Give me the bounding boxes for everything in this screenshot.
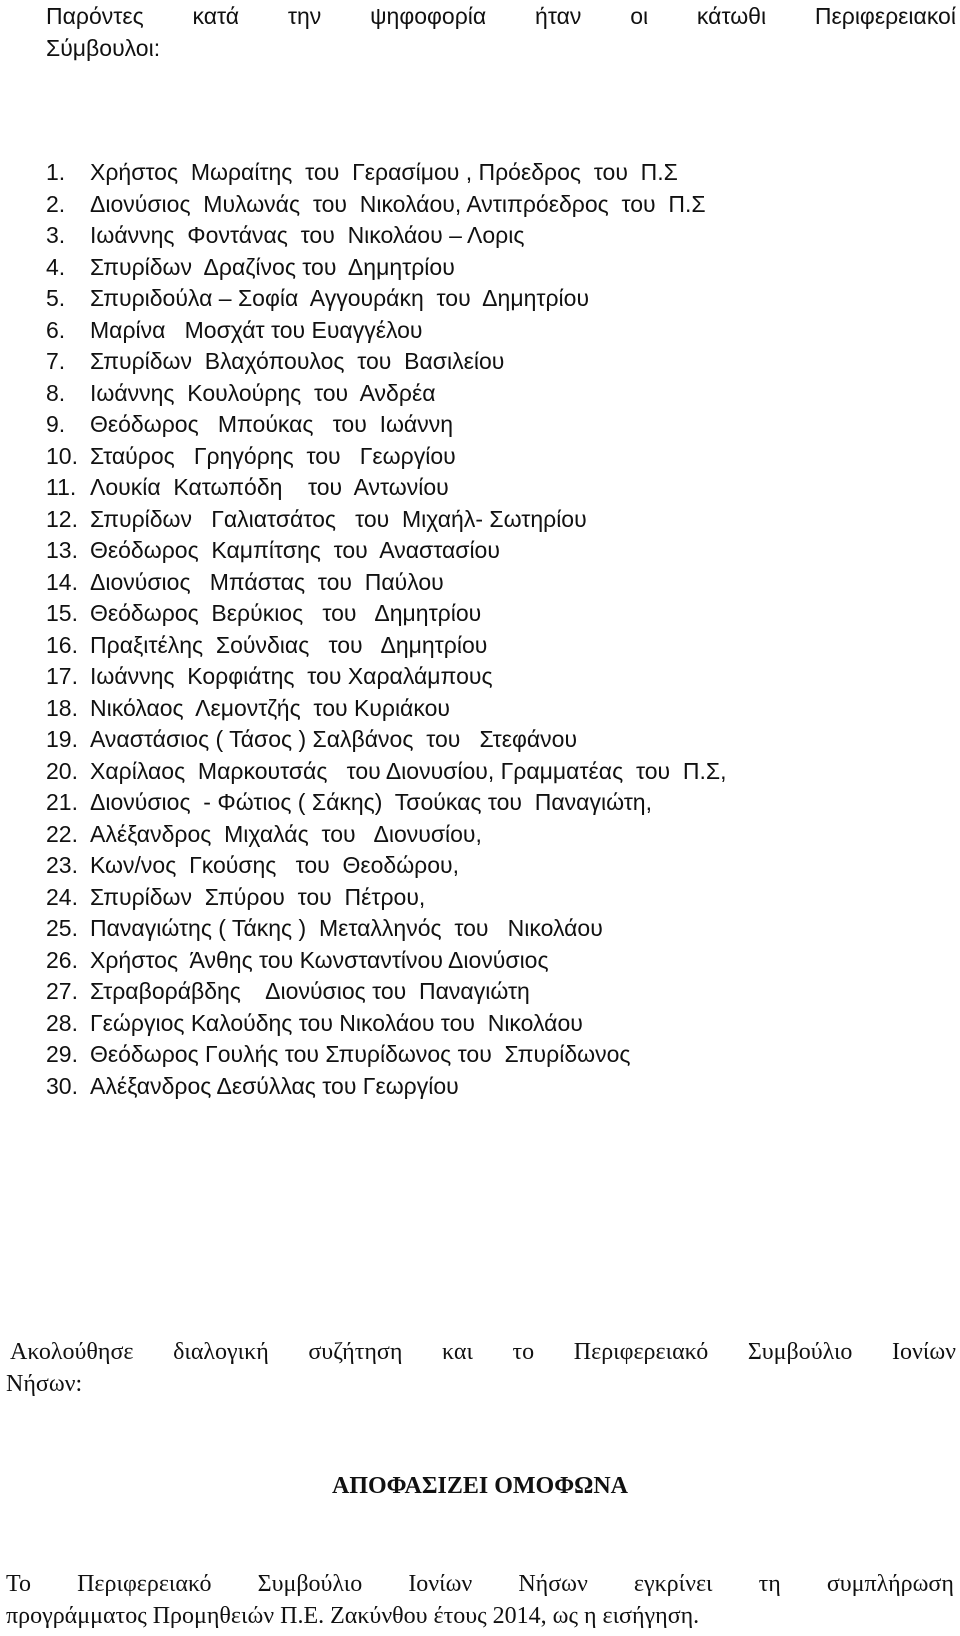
list-item-text: Στραβοράβδης Διονύσιος του Παναγιώτη <box>90 978 530 1004</box>
list-item-number: 3. <box>46 222 66 248</box>
list-item-text: Θεόδωρος Βερύκιος του Δημητρίου <box>90 600 482 626</box>
list-item <box>46 252 727 284</box>
decision-word: εγκρίνει <box>633 1571 713 1597</box>
list-item-text: Νικόλαος Λεμοντζής του Κυριάκου <box>90 694 450 721</box>
intro-word: οι <box>630 3 649 29</box>
list-item <box>46 189 727 221</box>
list-item-text: Λουκία Κατωπόδη του Αντωνίου <box>90 474 449 500</box>
list-item-number: 14. <box>46 568 78 595</box>
list-item-number: 12. <box>46 505 78 532</box>
list-item-number: 4. <box>46 253 66 280</box>
discussion-line-1 <box>10 1336 956 1368</box>
list-item-number: 20. <box>46 757 78 784</box>
intro-word: την <box>287 3 322 29</box>
list-item <box>46 693 727 725</box>
list-item-number: 19. <box>46 726 78 752</box>
decision-word: Συμβούλιο <box>257 1571 363 1597</box>
decision-word: Το <box>6 1571 32 1597</box>
list-item <box>46 819 727 851</box>
list-item-number: 1. <box>46 159 66 185</box>
list-item <box>46 378 727 410</box>
list-item <box>46 724 727 756</box>
list-item-text: Θεόδωρος Καμπίτσης του Αναστασίου <box>90 537 500 563</box>
list-item <box>46 567 727 599</box>
list-item-text: Χαρίλαος Μαρκουτσάς του Διονυσίου, Γραμματέας του Π.Σ, <box>90 757 727 784</box>
decision-line-1 <box>6 1568 954 1600</box>
list-item <box>46 882 727 914</box>
list-item-text: Σπυρίδων Δραζίνος του Δημητρίου <box>90 253 455 280</box>
list-item-text: Αναστάσιος ( Τάσος ) Σαλβάνος του Στεφάνου <box>90 726 578 752</box>
list-item <box>46 346 727 378</box>
intro-paragraph <box>46 0 960 64</box>
list-item-number: 15. <box>46 600 78 626</box>
list-item-number: 25. <box>46 915 78 941</box>
list-item-text: Ιωάννης Κουλούρης του Ανδρέα <box>90 379 436 406</box>
list-item-text: Πραξιτέλης Σούνδιας του Δημητρίου <box>90 631 488 658</box>
list-item-text: Κων/νος Γκούσης του Θεοδώρου, <box>90 852 460 878</box>
intro-word: Περιφερειακοί <box>814 3 956 29</box>
list-item <box>46 157 727 189</box>
intro-word: κατά <box>192 3 240 29</box>
list-item-text: Αλέξανδρος Μιχαλάς του Διονυσίου, <box>90 820 482 847</box>
discussion-word: και <box>442 1339 473 1365</box>
list-item-number: 17. <box>46 663 78 689</box>
list-item-text: Ιωάννης Κορφιάτης του Χαραλάμπους <box>90 663 493 689</box>
discussion-word: το <box>512 1339 535 1365</box>
list-item-number: 24. <box>46 883 78 910</box>
list-item-number: 22. <box>46 820 78 847</box>
list-item <box>46 787 727 819</box>
list-item <box>46 1008 727 1040</box>
list-item-text: Διονύσιος Μπάστας του Παύλου <box>90 568 444 595</box>
decision-word: Περιφερειακό <box>77 1571 212 1597</box>
list-item-number: 13. <box>46 537 78 563</box>
decision-heading: ΑΠΟΦΑΣΙΖΕΙ ΟΜΟΦΩΝΑ <box>332 1473 628 1499</box>
list-item <box>46 504 727 536</box>
list-item-number: 28. <box>46 1009 78 1036</box>
list-item-text: Θεόδωρος Γουλής του Σπυρίδωνος του Σπυρίδωνος <box>90 1041 631 1067</box>
list-item-text: Σπυρίδων Βλαχόπουλος του Βασιλείου <box>90 348 505 374</box>
list-item-number: 5. <box>46 285 66 311</box>
list-item <box>46 850 727 882</box>
decision-word: Ιονίων <box>408 1571 473 1597</box>
list-item-number: 18. <box>46 694 78 721</box>
list-item-text: Μαρίνα Μοσχάτ του Ευαγγέλου <box>90 316 423 343</box>
discussion-word: Περιφερειακό <box>573 1339 709 1365</box>
intro-word: Παρόντες <box>46 3 144 29</box>
list-item <box>46 409 727 441</box>
discussion-word: συζήτηση <box>308 1339 403 1365</box>
list-item-text: Σπυριδούλα – Σοφία Αγγουράκη του Δημητρίου <box>90 285 590 311</box>
discussion-word: διαλογική <box>173 1339 269 1365</box>
list-item-text: Γεώργιος Καλούδης του Νικολάου του Νικολάου <box>90 1009 583 1036</box>
list-item <box>46 630 727 662</box>
list-item-number: 27. <box>46 978 78 1004</box>
list-item <box>46 945 727 977</box>
list-item <box>46 535 727 567</box>
list-item-number: 9. <box>46 411 66 437</box>
intro-word: κάτωθι <box>696 3 767 29</box>
list-item-number: 6. <box>46 316 66 343</box>
list-item-number: 23. <box>46 852 78 878</box>
list-item-text: Χρήστος Άνθης του Κωνσταντίνου Διονύσιος <box>90 946 549 973</box>
list-item-text: Παναγιώτης ( Τάκης ) Μεταλληνός του Νικολάου <box>90 915 603 941</box>
intro-line-2: Σύμβουλοι: <box>46 35 161 61</box>
decision-line-2: προγράμματος Προμηθειών Π.Ε. Ζακύνθου έτους 2014, ως η εισήγηση. <box>6 1603 700 1629</box>
list-item <box>46 976 727 1008</box>
list-item-number: 7. <box>46 348 66 374</box>
list-item-text: Θεόδωρος Μπούκας του Ιωάννη <box>90 411 454 437</box>
discussion-paragraph <box>6 1336 956 1400</box>
list-item-text: Διονύσιος - Φώτιος ( Σάκης) Τσούκας του Παναγιώτη, <box>90 789 652 815</box>
discussion-line-2: Νήσων: <box>6 1371 83 1397</box>
list-item <box>46 1039 727 1071</box>
discussion-word: Ακολούθησε <box>10 1339 134 1365</box>
intro-word: ήταν <box>535 3 582 29</box>
decision-paragraph <box>6 1568 954 1632</box>
list-item-number: 26. <box>46 946 78 973</box>
list-item-number: 21. <box>46 789 78 815</box>
list-item-number: 11. <box>46 474 77 500</box>
list-item-text: Διονύσιος Μυλωνάς του Νικολάου, Αντιπρόεδρος του Π.Σ <box>90 190 706 217</box>
list-item <box>46 913 727 945</box>
decision-word: τη <box>758 1571 781 1597</box>
list-item-text: Αλέξανδρος Δεσύλλας του Γεωργίου <box>90 1072 459 1099</box>
list-item <box>46 315 727 347</box>
discussion-word: Ιονίων <box>892 1339 956 1365</box>
list-item-text: Σπυρίδων Σπύρου του Πέτρου, <box>90 883 426 910</box>
list-item <box>46 756 727 788</box>
list-item-number: 10. <box>46 442 78 469</box>
list-item <box>46 472 727 504</box>
decision-word: συμπλήρωση <box>826 1571 954 1597</box>
list-item-text: Ιωάννης Φοντάνας του Νικολάου – Λορις <box>90 222 525 248</box>
list-item-text: Σταύρος Γρηγόρης του Γεωργίου <box>90 442 456 469</box>
list-item <box>46 441 727 473</box>
list-item-number: 30. <box>46 1072 78 1099</box>
intro-line-1 <box>46 0 956 32</box>
list-item-number: 2. <box>46 190 66 217</box>
list-item <box>46 283 727 315</box>
list-item <box>46 220 727 252</box>
council-members-list <box>46 157 727 1102</box>
list-item <box>46 661 727 693</box>
list-item <box>46 1071 727 1103</box>
decision-word: Νήσων <box>518 1571 588 1597</box>
list-item-number: 29. <box>46 1041 78 1067</box>
list-item-text: Χρήστος Μωραίτης του Γερασίμου , Πρόεδρος του Π.Σ <box>90 159 678 185</box>
intro-word: ψηφοφορία <box>370 3 487 29</box>
list-item-number: 8. <box>46 379 66 406</box>
list-item-text: Σπυρίδων Γαλιατσάτος του Μιχαήλ- Σωτηρίου <box>90 505 587 532</box>
discussion-word: Συμβούλιο <box>747 1339 853 1365</box>
list-item <box>46 598 727 630</box>
list-item-number: 16. <box>46 631 78 658</box>
